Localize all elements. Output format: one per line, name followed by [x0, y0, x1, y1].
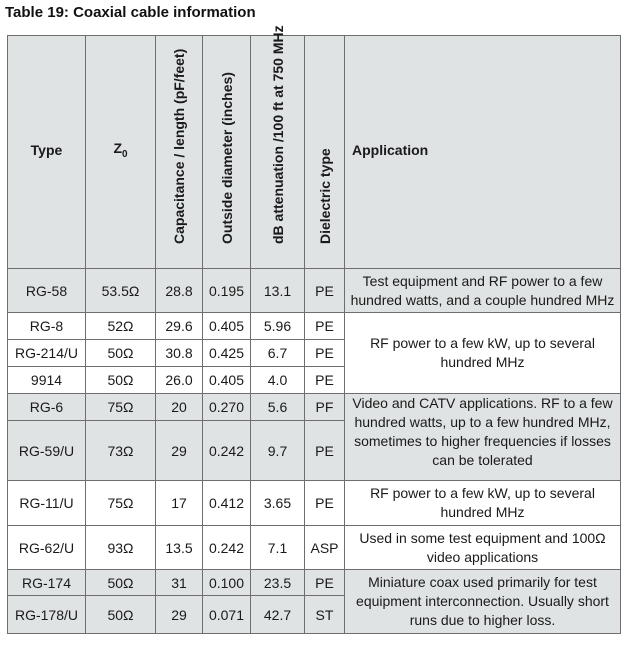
table-row [8, 570, 621, 596]
cell-diameter: 0.425 [203, 340, 251, 367]
cell-application: Video and CATV applications. RF to a few hundred watts, up to a few hundred MHz, sometimes to higher frequencies if losses can be tolerated [345, 394, 621, 481]
cell-attenuation: 9.7 [251, 421, 305, 481]
column-header-dielectric: Dielectric type [305, 36, 345, 269]
cell-dielectric: PE [305, 340, 345, 367]
cell-attenuation: 5.6 [251, 394, 305, 421]
cell-dielectric: ST [305, 596, 345, 634]
column-header-capacitance: Capacitance / length (pF/feet) [156, 36, 203, 269]
cell-dielectric: PE [305, 481, 345, 526]
cell-application: Miniature coax used primarily for test equipment interconnection. Usually short runs due to higher loss. [345, 570, 621, 634]
cell-z0: 53.5Ω [86, 269, 156, 313]
cell-diameter: 0.100 [203, 570, 251, 596]
column-header-application: Application [345, 36, 621, 269]
cell-attenuation: 3.65 [251, 481, 305, 526]
cell-dielectric: PE [305, 421, 345, 481]
cell-diameter: 0.412 [203, 481, 251, 526]
table-row [8, 313, 621, 340]
cell-capacitance: 29 [156, 421, 203, 481]
cell-capacitance: 29.6 [156, 313, 203, 340]
cell-application: RF power to a few kW, up to several hundred MHz [345, 313, 621, 394]
cell-attenuation: 4.0 [251, 367, 305, 394]
cell-type: RG-59/U [8, 421, 86, 481]
cell-z0: 52Ω [86, 313, 156, 340]
cell-z0: 93Ω [86, 526, 156, 570]
cell-capacitance: 29 [156, 596, 203, 634]
table-row [8, 269, 621, 313]
column-header-z0: $Z_0$ [86, 36, 156, 269]
cell-application: RF power to a few kW, up to several hundred MHz [345, 481, 621, 526]
cell-diameter: 0.242 [203, 421, 251, 481]
column-header-attenuation: dB attenuation /100 ft at 750 MHz [251, 36, 305, 269]
cell-dielectric: PE [305, 313, 345, 340]
cell-capacitance: 31 [156, 570, 203, 596]
cell-capacitance: 17 [156, 481, 203, 526]
coaxial-cable-table [7, 25, 621, 634]
cell-z0: 50Ω [86, 367, 156, 394]
cell-attenuation: 5.96 [251, 313, 305, 340]
cell-attenuation: 6.7 [251, 340, 305, 367]
cell-diameter: 0.242 [203, 526, 251, 570]
cell-attenuation: 42.7 [251, 596, 305, 634]
cell-dielectric: PE [305, 269, 345, 313]
cell-diameter: 0.405 [203, 313, 251, 340]
cell-z0: 73Ω [86, 421, 156, 481]
cell-attenuation: 23.5 [251, 570, 305, 596]
cell-type: RG-8 [8, 313, 86, 340]
cell-dielectric: PE [305, 570, 345, 596]
cell-diameter: 0.405 [203, 367, 251, 394]
cell-z0: 50Ω [86, 570, 156, 596]
cell-dielectric: PE [305, 367, 345, 394]
cell-application: Test equipment and RF power to a few hundred watts, and a couple hundred MHz [345, 269, 621, 313]
cell-z0: 75Ω [86, 481, 156, 526]
table-title: Table 19: Coaxial cable information [5, 4, 256, 21]
cell-type: RG-58 [8, 269, 86, 313]
cell-z0: 75Ω [86, 394, 156, 421]
table-row [8, 526, 621, 570]
cell-diameter: 0.270 [203, 394, 251, 421]
cell-capacitance: 20 [156, 394, 203, 421]
cell-capacitance: 26.0 [156, 367, 203, 394]
cell-type: RG-174 [8, 570, 86, 596]
cell-z0: 50Ω [86, 340, 156, 367]
cell-attenuation: 7.1 [251, 526, 305, 570]
cell-application: Used in some test equipment and 100Ω video applications [345, 526, 621, 570]
column-header-type: Type [8, 36, 86, 269]
table-row [8, 394, 621, 421]
cell-capacitance: 13.5 [156, 526, 203, 570]
cell-capacitance: 28.8 [156, 269, 203, 313]
cell-attenuation: 13.1 [251, 269, 305, 313]
cell-type: RG-6 [8, 394, 86, 421]
column-header-diameter: Outside diameter (inches) [203, 36, 251, 269]
cell-dielectric: ASP [305, 526, 345, 570]
cell-type: RG-178/U [8, 596, 86, 634]
cell-type: RG-214/U [8, 340, 86, 367]
cell-diameter: 0.195 [203, 269, 251, 313]
cell-diameter: 0.071 [203, 596, 251, 634]
cell-type: RG-62/U [8, 526, 86, 570]
cell-dielectric: PF [305, 394, 345, 421]
cell-type: RG-11/U [8, 481, 86, 526]
cell-capacitance: 30.8 [156, 340, 203, 367]
cell-type: 9914 [8, 367, 86, 394]
table-row [8, 481, 621, 526]
cell-z0: 50Ω [86, 596, 156, 634]
